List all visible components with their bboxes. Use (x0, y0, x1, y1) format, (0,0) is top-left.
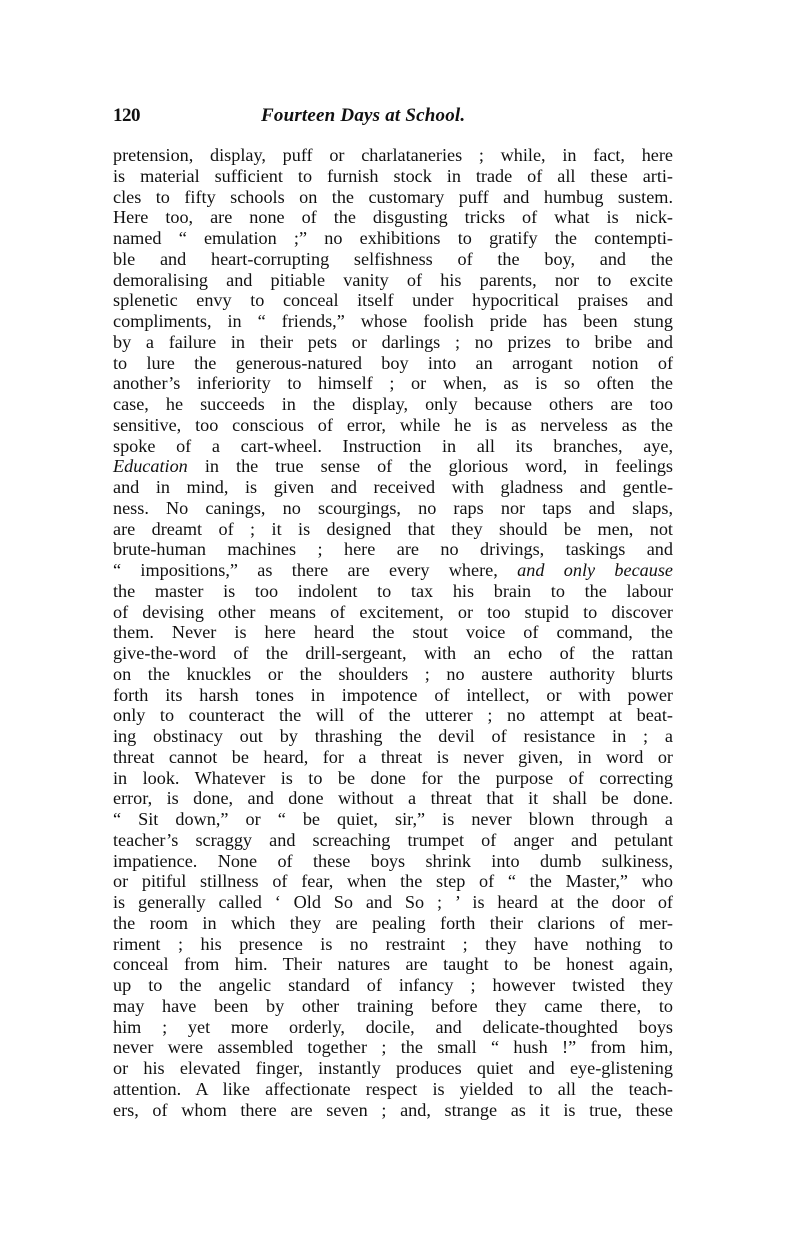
text-line: by a failure in their pets or darlings ; no prizes to bribe and (113, 331, 673, 352)
text-line: may have been by other training before they came there, to (113, 995, 673, 1016)
text-line: pretension, display, puff or charlataneries ; while, in fact, here (113, 145, 673, 165)
text-line: forth its harsh tones in impotence of intellect, or with power (113, 684, 673, 705)
text-line: “ Sit down,” or “ be quiet, sir,” is never blown through a (113, 809, 673, 829)
text-line: compliments, in “ friends,” whose foolish pride has been stung (113, 311, 673, 331)
text-line: cles to fifty schools on the customary puff and humbug sustem. (113, 186, 673, 207)
line-start: “ impositions,” as there are every where, (113, 560, 518, 580)
text-line: give-the-word of the drill-sergeant, with an echo of the rattan (113, 643, 673, 663)
text-line: conceal from him. Their natures are taught to be honest again, (113, 954, 673, 975)
running-title: Fourteen Days at School. (261, 105, 466, 126)
text-line: riment ; his presence is no restraint ; they have nothing to (113, 933, 673, 954)
text-line: and in mind, is given and received with gladness and gentle- (113, 477, 673, 497)
text-line: teacher’s scraggy and screaching trumpet of anger and petulant (113, 829, 673, 850)
text-line: of devising other means of excitement, or too stupid to discover (113, 601, 673, 622)
text-line: never were assembled together ; the small “ hush !” from him, (113, 1037, 673, 1058)
text-line: is generally called ‘ Old So and So ; ’ is heard at the door of (113, 892, 673, 912)
text-line: demoralising and pitiable vanity of his parents, nor to excite (113, 269, 673, 290)
text-line: ing obstinacy out by thrashing the devil of resistance in ; a (113, 726, 673, 746)
text-line: spoke of a cart-wheel. Instruction in all its branches, aye, (113, 435, 673, 456)
text-line: Here too, are none of the disgusting tricks of what is nick- (113, 207, 673, 228)
text-line: or his elevated finger, instantly produces quiet and eye-glistening (113, 1058, 673, 1078)
text-line: error, is done, and done without a threat that it shall be done. (113, 788, 673, 809)
running-head (113, 104, 673, 128)
text-line: up to the angelic standard of infancy ; however twisted they (113, 975, 673, 995)
text-line: to lure the generous-natured boy into an arrogant notion of (113, 352, 673, 373)
text-line: only to counteract the will of the utterer ; no attempt at beat- (113, 705, 673, 726)
text-line: attention. A like affectionate respect is yielded to all the teach- (113, 1078, 673, 1099)
page-number: 120 (113, 105, 140, 126)
text-line: case, he succeeds in the display, only because others are too (113, 394, 673, 414)
text-line: on the knuckles or the shoulders ; no austere authority blurts (113, 663, 673, 684)
text-line: threat cannot be heard, for a threat is never given, in word or (113, 746, 673, 767)
text-line: or pitiful stillness of fear, when the step of “ the Master,” who (113, 871, 673, 892)
text-line: ness. No canings, no scourgings, no raps nor taps and slaps, (113, 497, 673, 518)
italic-phrase: and only because (517, 560, 674, 580)
text-line: splenetic envy to conceal itself under hypocritical praises and (113, 290, 673, 311)
text-line-with-italic (113, 560, 673, 581)
text-line-with-italic (113, 456, 673, 477)
text-line: them. Never is here heard the stout voice of command, the (113, 622, 673, 643)
body-text (113, 145, 673, 1120)
text-line: ble and heart-corrupting selfishness of the boy, and the (113, 248, 673, 269)
text-line: impatience. None of these boys shrink into dumb sulkiness, (113, 850, 673, 871)
text-line: the room in which they are pealing forth their clarions of mer- (113, 912, 673, 933)
text-line: sensitive, too conscious of error, while he is as nerveless as the (113, 414, 673, 435)
text-line: him ; yet more orderly, docile, and delicate-thoughted boys (113, 1016, 673, 1037)
text-line: named “ emulation ;” no exhibitions to gratify the contempti- (113, 228, 673, 248)
text-line: ers, of whom there are seven ; and, strange as it is true, these (113, 1099, 673, 1120)
italic-word: Education (113, 456, 188, 477)
text-line: in look. Whatever is to be done for the purpose of correcting (113, 767, 673, 788)
text-line: another’s inferiority to himself ; or when, as is so often the (113, 373, 673, 394)
line-rest: in the true sense of the glorious word, in feelings (187, 456, 673, 477)
text-line: are dreamt of ; it is designed that they should be men, not (113, 518, 673, 539)
text-line: is material sufficient to furnish stock in trade of all these arti- (113, 165, 673, 186)
text-line: the master is too indolent to tax his brain to the labour (113, 580, 673, 601)
text-line: brute-human machines ; here are no drivings, taskings and (113, 539, 673, 560)
